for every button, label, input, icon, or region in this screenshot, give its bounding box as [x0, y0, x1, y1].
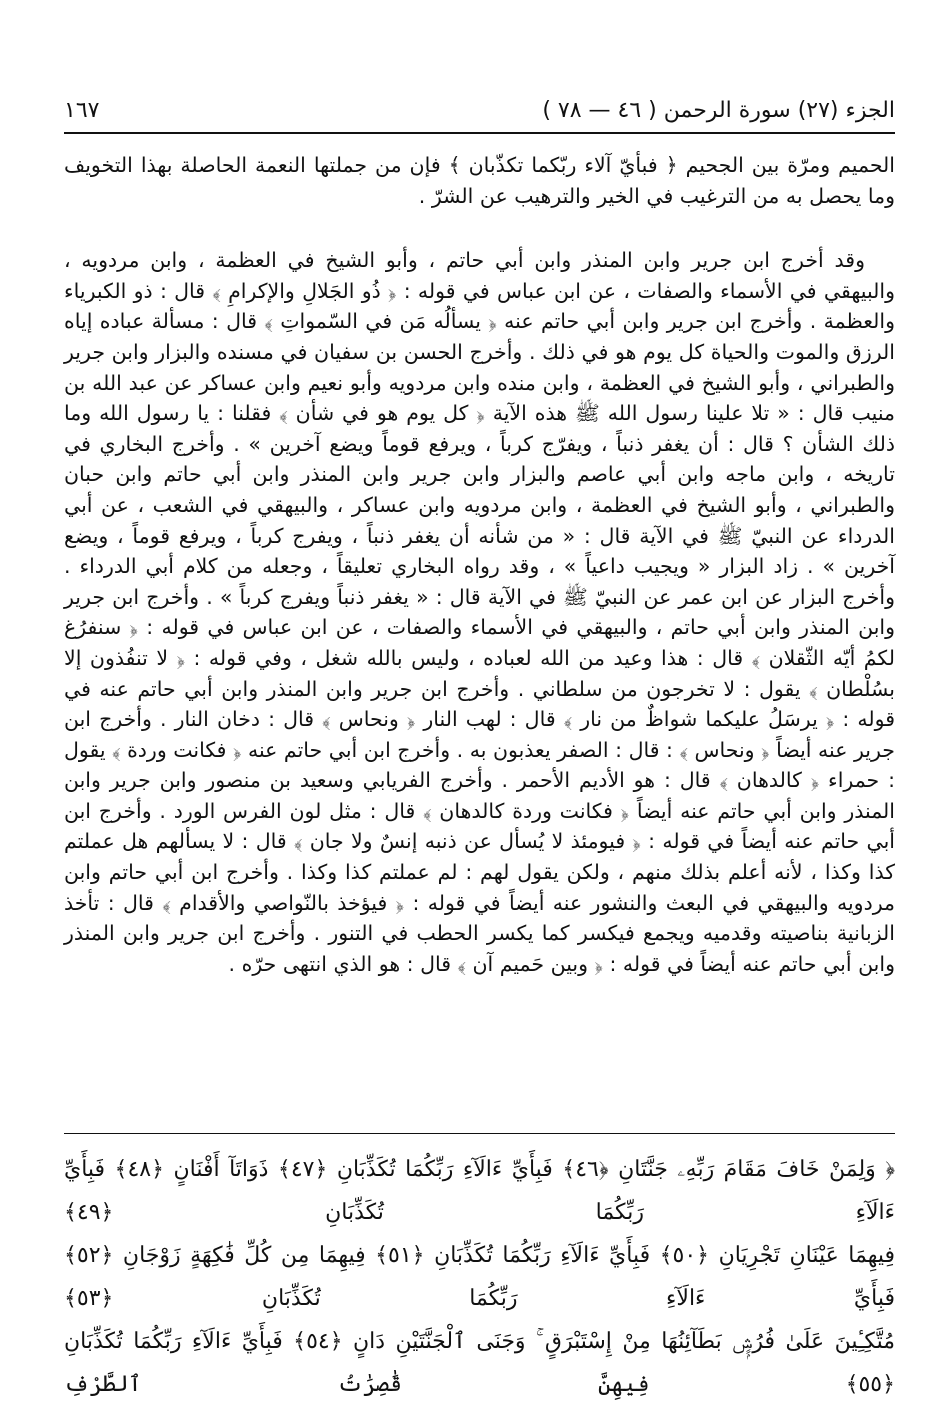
running-title: الجزء (٢٧) سورة الرحمن ( ٤٦ — ٧٨ ) [542, 97, 895, 123]
verse-line: ﴿ وَلِمَنْ خَافَ مَقَامَ رَبِّهِۦ جَنَّتَانِ ﴿٤٦﴾ فَبِأَيِّ ءَالَآءِ رَبِّكُمَا تُكَذِّبَانِ ﴿٤٧﴾ ذَوَاتَآ أَفْنَانٍ ﴿٤٨﴾ فَبِأَيِّ ءَالَآءِ رَبِّكُمَا تُكَذِّبَانِ ﴿٤٩﴾ [64, 1157, 896, 1225]
main-paragraph: وقد أخرج ابن جرير وابن المنذر وابن أبي حاتم ، وأبو الشيخ في العظمة ، وابن مردويه ، والبيهقي في الأسماء والصفات ، عن ابن عباس في قوله : ﴿ ذُو الجَلالِ والإكرامِ ﴾ قال : ذو الكبرياء والعظمة . وأخرج ابن جرير وابن أبي حاتم عنه ﴿ يسألُه مَن في السّمواتِ ﴾ قال : مسألة عباده إياه الرزق والموت والحياة كل يوم هو في ذلك . وأخرج الحسن بن سفيان في مسنده والبزار وابن جرير والطبراني ، وأبو الشيخ في العظمة ، وابن منده وابن مردويه وأبو نعيم وابن عساكر عن عبد الله بن منيب قال : « تلا علينا رسول الله ﷺ هذه الآية ﴿ كل يوم هو في شأن ﴾ فقلنا : يا رسول الله وما ذلك الشأن ؟ قال : أن يغفر ذنباً ، ويفرّج كرباً ، ويرفع قوماً ويضع آخرين » . وأخرج البخاري في تاريخه ، وابن ماجه وابن أبي عاصم والبزار وابن جرير وابن المنذر وابن أبي حاتم وابن حبان والطبراني ، وأبو الشيخ في العظمة ، وابن مردويه وابن عساكر ، والبيهقي في الشعب ، عن أبي الدرداء عن النبيّ ﷺ في الآية قال : « من شأنه أن يغفر ذنباً ، ويفرج كرباً ، ويرفع قوماً ، ويضع آخرين » . زاد البزار « ويجيب داعياً » ، وقد رواه البخاري تعليقاً ، وجعله من كلام أبي الدرداء . وأخرج البزار عن ابن عمر عن النبيّ ﷺ في الآية قال : « يغفر ذنباً ويفرج كرباً » . وأخرج ابن جرير وابن المنذر وابن أبي حاتم ، والبيهقي في الأسماء والصفات ، عن ابن عباس في قوله : ﴿ سنفرُغ لكمُ أيّه الثّقلان ﴾ قال : هذا وعيد من الله لعباده ، وليس بالله شغل ، وفي قوله : ﴿ لا تنفُذون إلا بسُلْطان ﴾ يقول : لا تخرجون من سلطاني . وأخرج ابن جرير وابن المنذر وابن أبي حاتم عنه في قوله : ﴿ يرسَلُ عليكما شواظٌ من نار ﴾ قال : لهب النار ﴿ ونحاس ﴾ قال : دخان النار . وأخرج ابن جرير عنه أيضاً ﴿ ونحاس ﴾ : قال : الصفر يعذبون به . وأخرج ابن أبي حاتم عنه ﴿ فكانت وردة ﴾ يقول : حمراء ﴿ كالدهان ﴾ قال : هو الأديم الأحمر . وأخرج الفريابي وسعيد بن منصور وابن جرير وابن المنذر وابن أبي حاتم عنه أيضاً ﴿ فكانت وردة كالدهان ﴾ قال : مثل لون الفرس الورد . وأخرج ابن أبي حاتم عنه أيضاً في قوله : ﴿ فيومئذ لا يُسأل عن ذنبه إنسٌ ولا جان ﴾ قال : لا يسألهم هل عملتم كذا وكذا ، لأنه أعلم بذلك منهم ، ولكن يقول لهم : لم عملتم كذا وكذا . وأخرج ابن أبي حاتم وابن مردويه والبيهقي في البعث والنشور عنه أيضاً في قوله : ﴿ فيؤخذ بالنّواصي والأقدام ﴾ قال : تأخذ الزبانية بناصيته وقدميه ويجمع فيكسر كما يكسر الحطب في التنور . وأخرج ابن جرير وابن المنذر وابن أبي حاتم عنه أيضاً في قوله : ﴿ وبين حَميم آن ﴾ قال : هو الذي انتهى حرّه . [64, 248, 895, 976]
page-header [64, 92, 895, 128]
verse-line: فِيهِمَا عَيْنَانِ تَجْرِيَانِ ﴿٥٠﴾ فَبِأَيِّ ءَالَآءِ رَبِّكُمَا تُكَذِّبَانِ ﴿٥١﴾ فِيهِمَا مِن كُلِّ فَٰكِهَةٍ زَوْجَانِ ﴿٥٢﴾ فَبِأَيِّ ءَالَآءِ رَبِّكُمَا تُكَذِّبَانِ ﴿٥٣﴾ [64, 1243, 896, 1311]
commentary-text [64, 150, 895, 979]
verses-divider [64, 1133, 895, 1134]
quran-verses [64, 1148, 895, 1406]
intro-paragraph: الحميم ومرّة بين الجحيم ﴿ فبأيّ آلاء ربّكما تكذّبان ﴾ فإن من جملتها النعمة الحاصلة بهذا التخويف وما يحصل به من الترغيب في الخير والترهيب عن الشرّ . [64, 153, 895, 208]
verse-line: مُتَّكِـِٔينَ عَلَىٰ فُرُشٍۭ بَطَآئِنُهَا مِنْ إِسْتَبْرَقٍ ۚ وَجَنَى ٱلْجَنَّتَيْنِ دَانٍ ﴿٥٤﴾ فَبِأَيِّ ءَالَآءِ رَبِّكُمَا تُكَذِّبَانِ ﴿٥٥﴾ فِيهِنَّ قَٰصِرَٰتُ ٱلطَّرْفِ [64, 1329, 895, 1397]
page-number: ١٦٧ [64, 97, 100, 123]
header-rule [64, 132, 895, 134]
